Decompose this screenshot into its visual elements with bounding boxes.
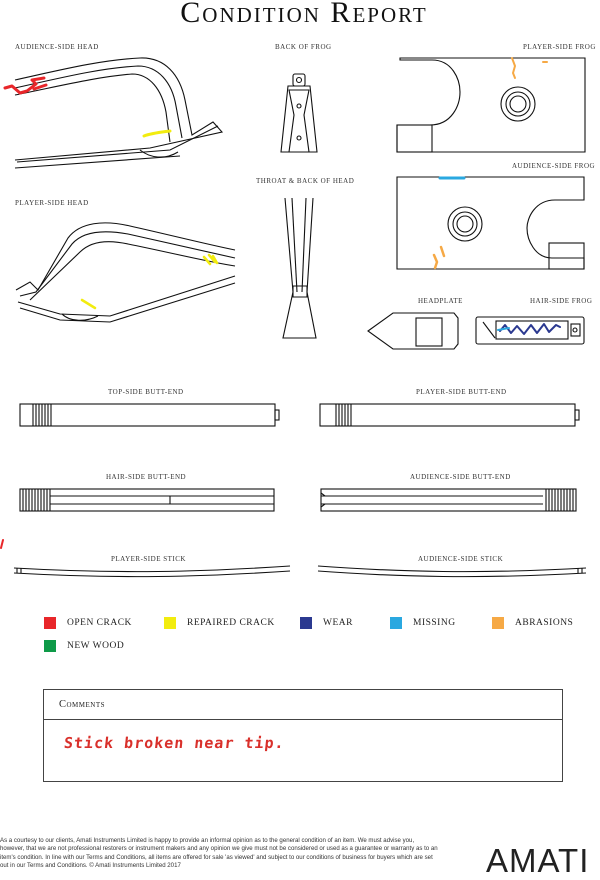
label-player-side-head: PLAYER-SIDE HEAD [15, 199, 89, 207]
top-side-butt-end-drawing [20, 404, 279, 426]
legend-item-wear: WEAR [300, 617, 353, 629]
legend-swatch [492, 617, 504, 629]
label-audience-side-stick: AUDIENCE-SIDE STICK [418, 555, 504, 563]
legend-item-abrasions: ABRASIONS [492, 617, 573, 629]
legend-item-new-wood: NEW WOOD [44, 640, 124, 652]
hair-side-butt-end-drawing [20, 489, 274, 511]
abrasion-mark-audience-frog [434, 247, 444, 268]
label-audience-side-butt-end: AUDIENCE-SIDE BUTT-END [410, 473, 511, 481]
disclaimer-text: As a courtesy to our clients, Amati Instruments Limited is happy to provide an informal opinion as to the general condition of an item. We must advise you, however, that we are not professional restorers or instrument makers and any opinion we give must not be considered or used as a guarantee or warranty as to an item's condition. In line with our Terms and Conditions, all items are offered for sale 'as viewed' and subject to our conditions of business for buyers which are set out in our Terms and Conditions. © Amati Instruments Limited 2017 [0, 837, 438, 869]
legend-item-missing: MISSING [390, 617, 456, 629]
player-side-frog-drawing [397, 58, 585, 152]
label-top-side-butt-end: TOP-SIDE BUTT-END [108, 388, 184, 396]
label-hair-side-frog: HAIR-SIDE FROG [530, 297, 593, 305]
label-player-side-butt-end: PLAYER-SIDE BUTT-END [416, 388, 507, 396]
throat-drawing [283, 198, 316, 338]
audience-side-head-drawing [15, 58, 222, 168]
legend-swatch [164, 617, 176, 629]
label-player-side-stick: PLAYER-SIDE STICK [111, 555, 186, 563]
amati-logo: AMATI [486, 842, 590, 879]
open-crack-mark-margin [1, 540, 3, 548]
condition-markings [1, 58, 560, 548]
player-side-stick-drawing [14, 566, 290, 577]
comments-heading: Comments [44, 690, 562, 720]
label-back-of-frog: BACK OF FROG [275, 43, 332, 51]
legend-item-open-crack: OPEN CRACK [44, 617, 132, 629]
label-throat-back-of-head: THROAT & BACK OF HEAD [256, 177, 355, 185]
headplate-drawing [368, 313, 458, 349]
player-side-head-drawing [16, 223, 235, 322]
label-audience-side-frog: AUDIENCE-SIDE FROG [512, 162, 596, 170]
legend-swatch [390, 617, 402, 629]
label-audience-side-head: AUDIENCE-SIDE HEAD [15, 43, 99, 51]
abrasion-mark-frog-1 [512, 58, 515, 78]
repaired-crack-mark-head [144, 131, 170, 136]
repaired-crack-mark-player-head-2 [82, 300, 95, 308]
repaired-crack-mark-player-head [204, 255, 217, 264]
label-headplate: HEADPLATE [418, 297, 463, 305]
back-of-frog-drawing [281, 74, 317, 152]
label-hair-side-butt-end: HAIR-SIDE BUTT-END [106, 473, 187, 481]
audience-side-butt-end-drawing [321, 489, 576, 511]
label-player-side-frog: PLAYER-SIDE FROG [523, 43, 596, 51]
legend-item-repaired-crack: REPAIRED CRACK [164, 617, 275, 629]
legend-swatch [44, 617, 56, 629]
audience-side-frog-drawing [397, 177, 584, 269]
audience-side-stick-drawing [318, 566, 586, 577]
hair-side-frog-drawing [476, 317, 584, 344]
player-side-butt-end-drawing [320, 404, 579, 426]
legend-swatch [44, 640, 56, 652]
comments-box [43, 689, 563, 782]
comment-text: Stick broken near tip. [63, 734, 286, 752]
legend-swatch [300, 617, 312, 629]
page-title: Condition Report [180, 0, 428, 29]
